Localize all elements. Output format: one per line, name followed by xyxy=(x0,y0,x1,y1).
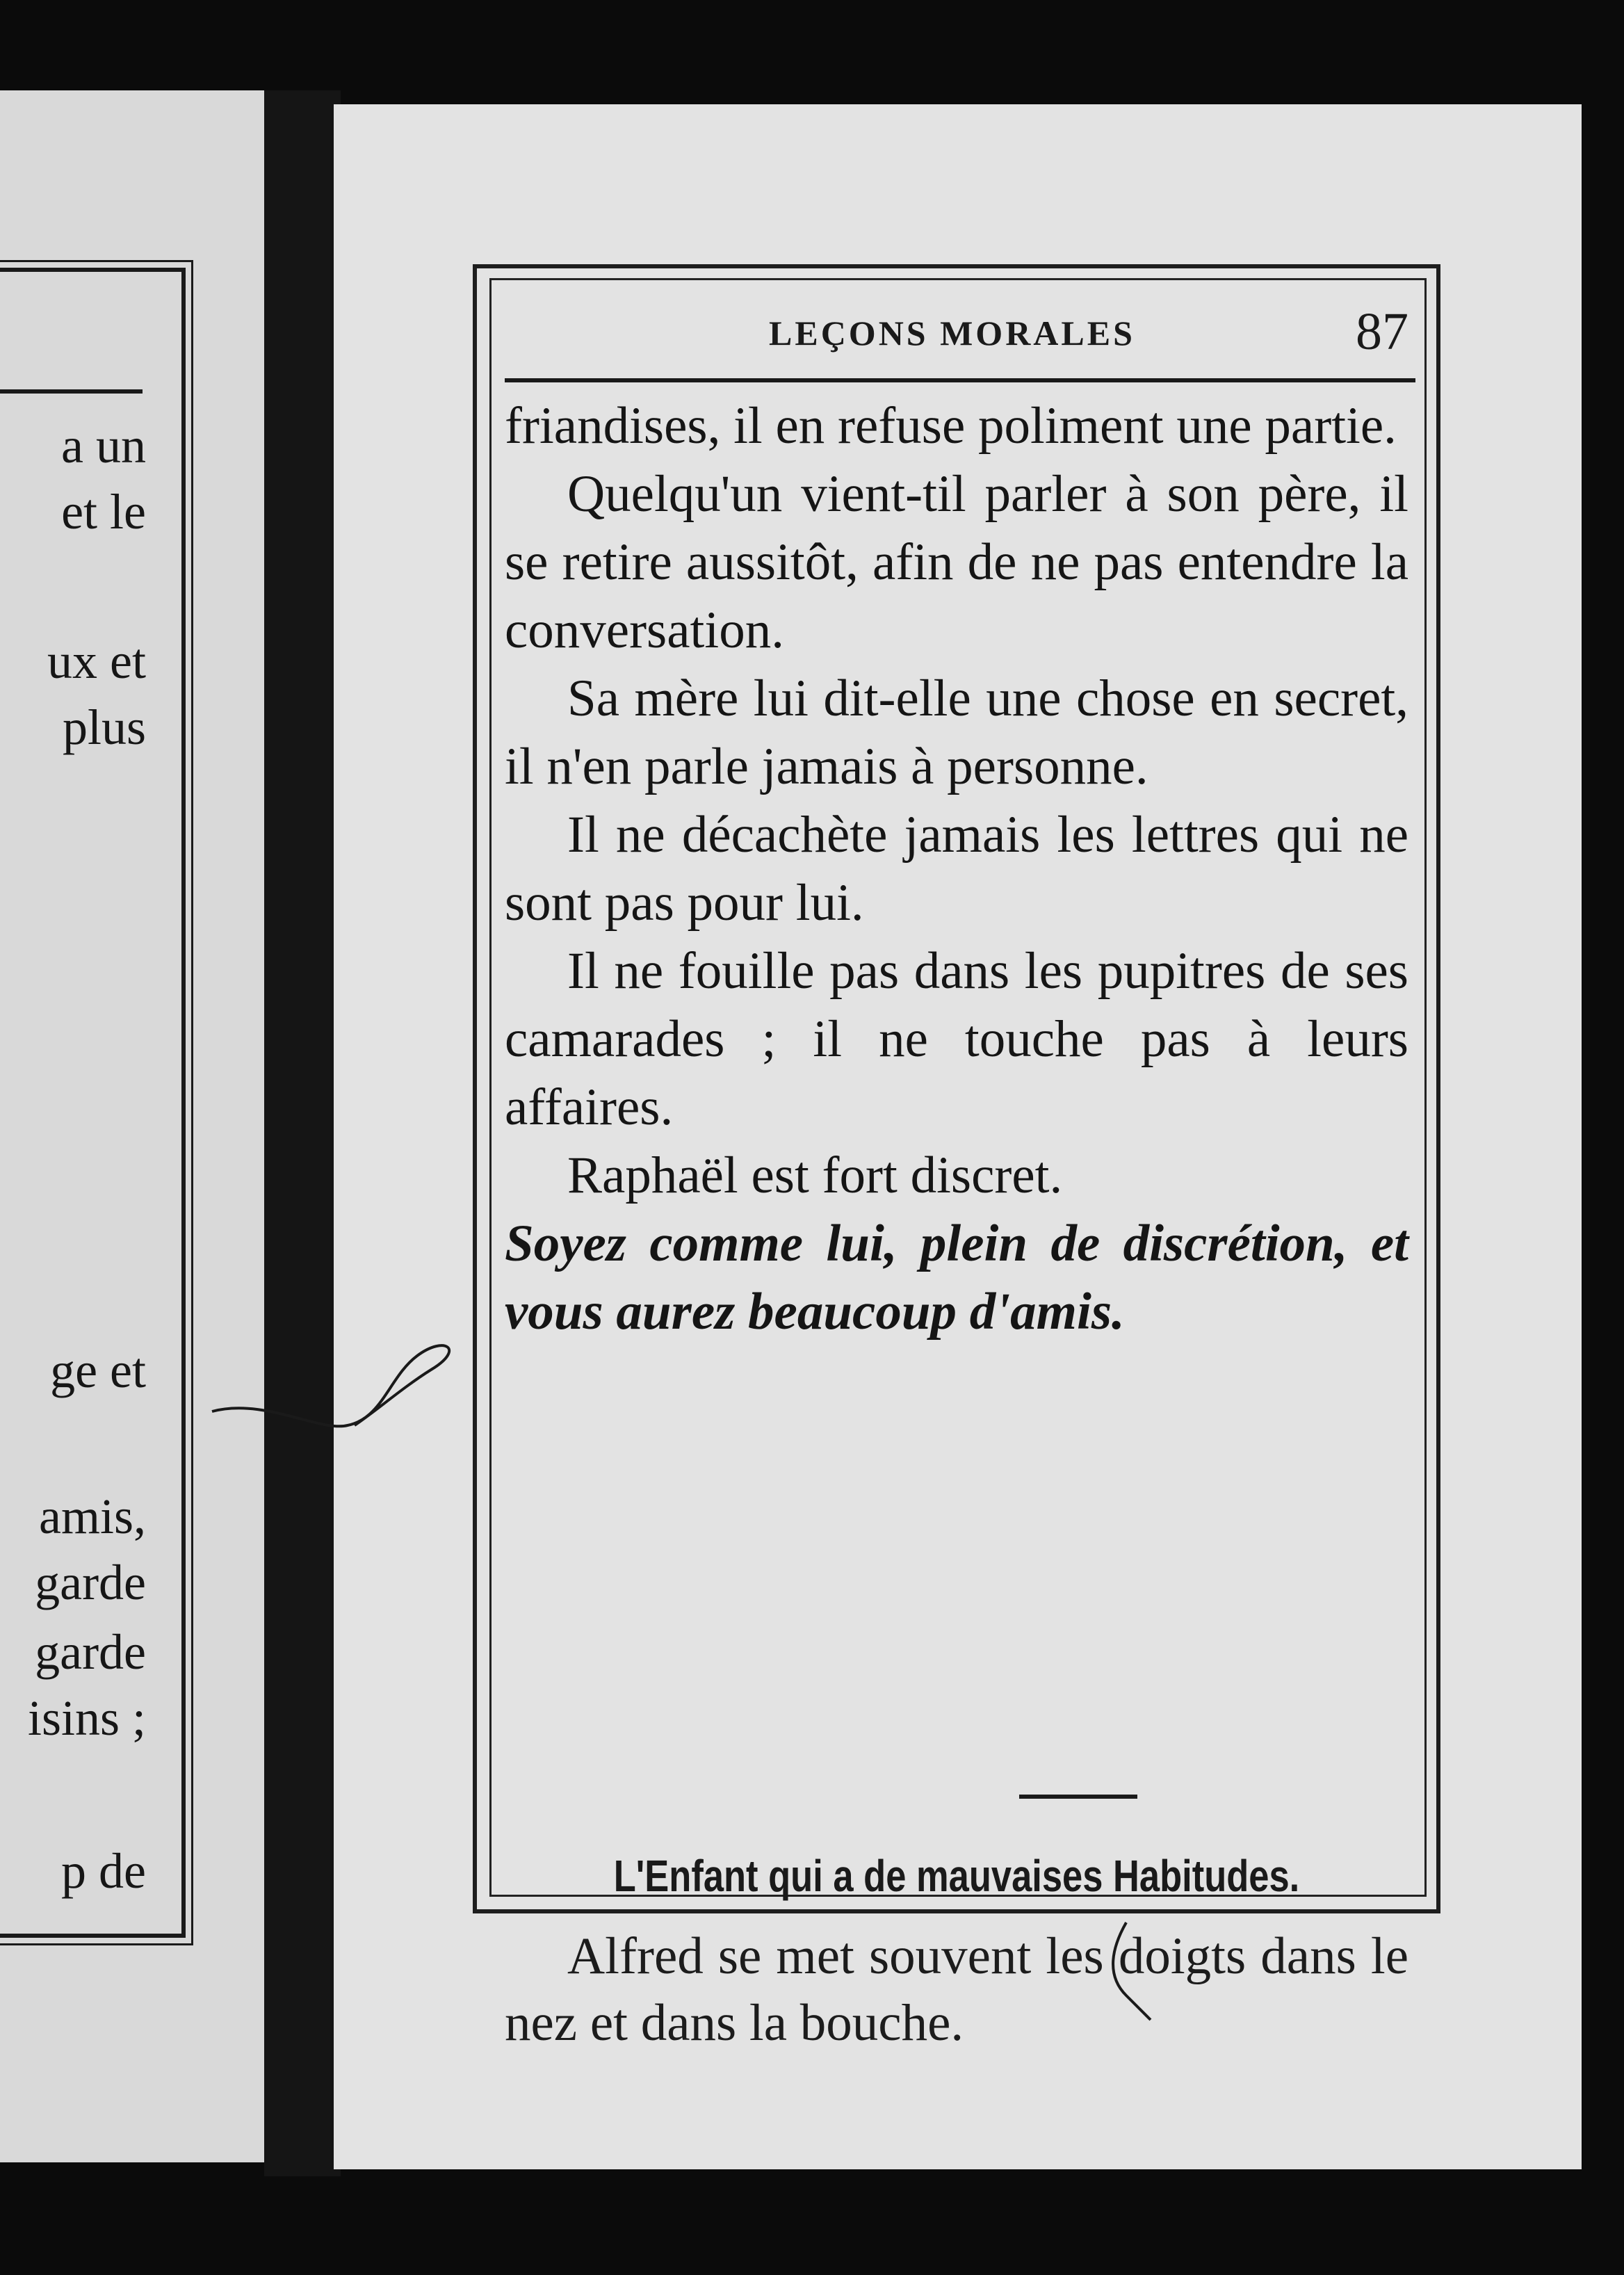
section-text xyxy=(505,1923,1408,2057)
running-title: LEÇONS MORALES xyxy=(769,314,1135,353)
left-line: garde xyxy=(35,1555,146,1610)
page-number: 87 xyxy=(1356,302,1408,361)
paragraph: Alfred se met souvent les doigts dans le nez et dans la bouche. xyxy=(505,1927,1408,2052)
left-line: plus xyxy=(62,699,146,755)
right-page xyxy=(334,104,1582,2169)
paragraph: friandises, il en refuse poliment une partie. xyxy=(505,397,1397,455)
section-heading: L'Enfant qui a de mauvaises Habitudes. xyxy=(613,1851,1300,1901)
section-separator xyxy=(1019,1795,1137,1799)
left-line: amis, xyxy=(39,1489,146,1544)
left-line: et le xyxy=(61,484,146,540)
left-line: garde xyxy=(35,1624,146,1680)
left-page-rule xyxy=(0,389,143,394)
left-page xyxy=(0,90,275,2162)
header-rule xyxy=(505,378,1415,382)
paragraph: Raphaël est fort discret. xyxy=(567,1147,1063,1204)
moral-paragraph: Soyez comme lui, plein de discrétion, et vous aurez beaucoup d'amis. xyxy=(505,1215,1408,1341)
paragraph: Il ne décachète jamais les lettres qui ne sont pas pour lui. xyxy=(505,806,1408,932)
paragraph: Quelqu'un vient-til parler à son père, il se retire aussitôt, afin de ne pas entendre la conversation. xyxy=(505,465,1408,659)
paragraph: Sa mère lui dit-elle une chose en secret, il n'en parle jamais à personne. xyxy=(505,670,1408,795)
left-line: ux et xyxy=(47,633,146,689)
running-head xyxy=(477,302,1436,361)
book-gutter xyxy=(264,90,341,2176)
left-line: p de xyxy=(61,1843,146,1899)
paragraph: Il ne fouille pas dans les pupitres de ses camarades ; il ne touche pas à leurs affaires. xyxy=(505,942,1408,1136)
body-text xyxy=(505,392,1408,1346)
left-line: ge et xyxy=(50,1343,146,1398)
left-line: a un xyxy=(61,418,146,473)
left-line: isins ; xyxy=(27,1690,146,1746)
page-border xyxy=(473,264,1440,2052)
